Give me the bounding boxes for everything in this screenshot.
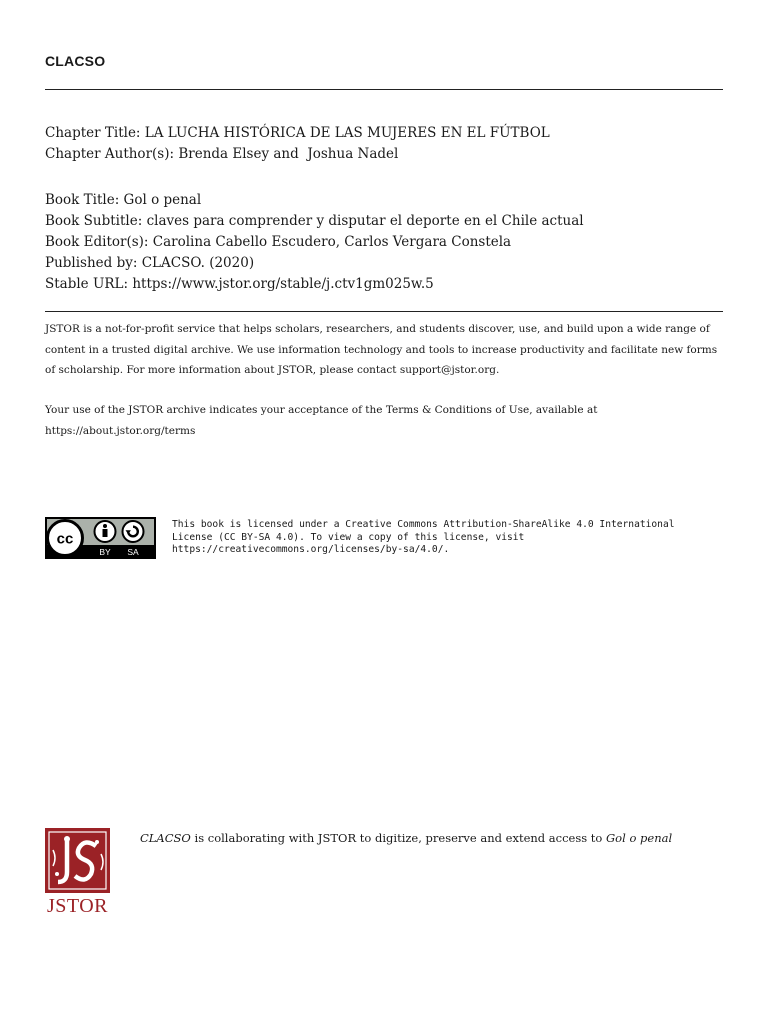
middle-divider — [45, 311, 723, 312]
jstor-wordmark: JSTOR — [46, 895, 109, 917]
chapter-authors: Brenda Elsey and Joshua Nadel — [178, 146, 399, 162]
license-line-1: This book is licensed under a Creative Commons Attribution-ShareAlike 4.0 International — [172, 519, 675, 530]
chapter-author-label: Chapter Author(s): — [45, 146, 175, 162]
book-title-label: Book Title: — [45, 192, 120, 208]
terms-notice-paragraph: Your use of the JSTOR archive indicates your acceptance of the Terms & Conditions of Use, available at https://about.jstor.org/terms — [45, 404, 598, 437]
book-subtitle: claves para comprender y disputar el deporte en el Chile actual — [146, 213, 584, 229]
stable-url-link[interactable]: https://www.jstor.org/stable/j.ctv1gm025w.5 — [132, 276, 434, 292]
stable-url-row — [45, 274, 584, 295]
book-subtitle-label: Book Subtitle: — [45, 213, 143, 229]
collaboration-statement — [140, 831, 672, 845]
svg-text:cc: cc — [56, 530, 74, 548]
published-row — [45, 253, 584, 274]
published-label: Published by: — [45, 255, 138, 271]
cc-by-sa-icon[interactable] — [45, 517, 156, 559]
license-text — [172, 519, 732, 557]
stable-url-label: Stable URL: — [45, 276, 129, 292]
chapter-title-row — [45, 123, 550, 144]
chapter-author-row — [45, 144, 550, 165]
book-metadata — [45, 190, 584, 295]
collab-publisher: CLACSO — [140, 831, 191, 845]
collab-book-title: Gol o penal — [606, 831, 673, 845]
collab-text: is collaborating with JSTOR to digitize, preserve and extend access to — [190, 831, 606, 845]
book-title: Gol o penal — [123, 192, 202, 208]
badge-by-label: BY — [99, 547, 111, 557]
published-value: CLACSO. (2020) — [141, 255, 255, 271]
publisher-name: CLACSO — [45, 53, 106, 69]
top-divider — [45, 89, 723, 90]
chapter-metadata — [45, 123, 550, 165]
book-editors-row — [45, 232, 584, 253]
book-title-row — [45, 190, 584, 211]
chapter-title: LA LUCHA HISTÓRICA DE LAS MUJERES EN EL FÚTBOL — [144, 125, 550, 141]
chapter-title-label: Chapter Title: — [45, 125, 141, 141]
badge-sa-label: SA — [127, 547, 139, 557]
book-subtitle-row — [45, 211, 584, 232]
book-editors: Carolina Cabello Escudero, Carlos Vergara Constela — [152, 234, 512, 250]
jstor-notice-paragraph: JSTOR is a not-for-profit service that helps scholars, researchers, and students discover, use, and build upon a wide range of content in a trusted digital archive. We use information technology and tools to increase productivity and facilitate new forms of scholarship. For more information about JSTOR, please contact support@jstor.org. — [45, 323, 718, 376]
book-editors-label: Book Editor(s): — [45, 234, 149, 250]
license-url-link[interactable]: https://creativecommons.org/licenses/by-sa/4.0/. — [172, 544, 450, 555]
license-line-2: License (CC BY-SA 4.0). To view a copy of this license, visit — [172, 531, 525, 543]
